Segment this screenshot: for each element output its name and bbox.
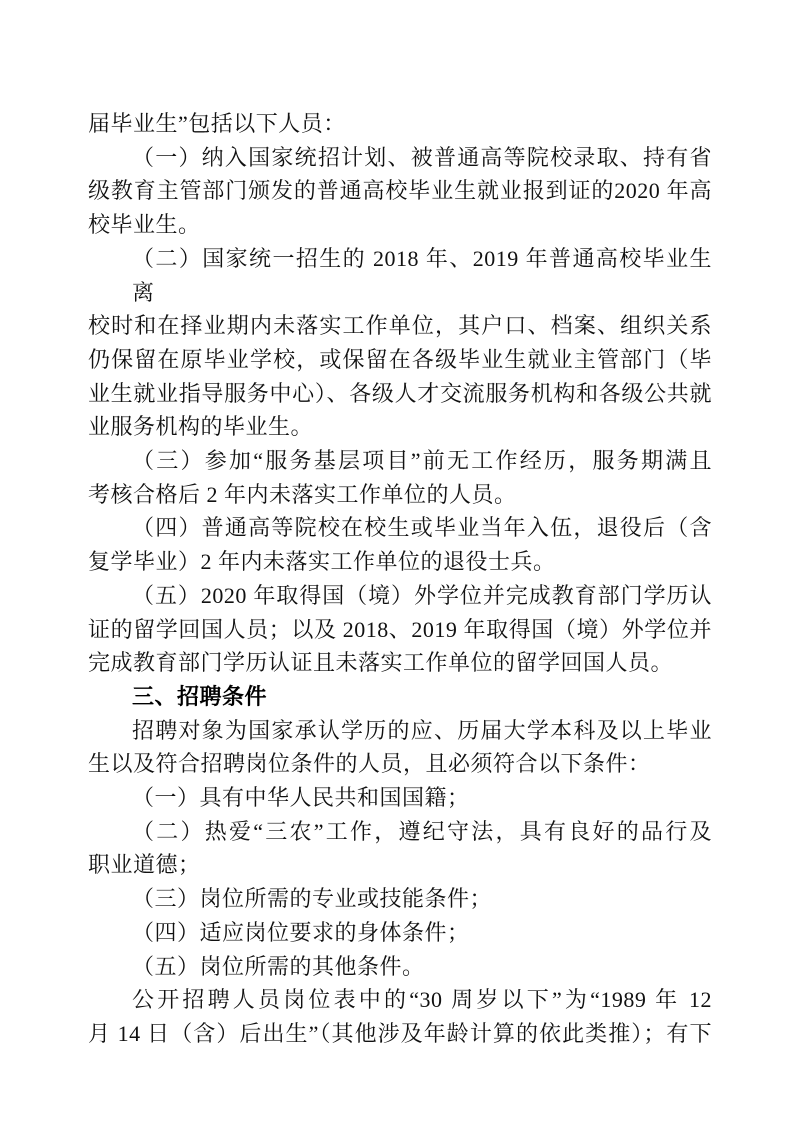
text-line: （四）适应岗位要求的身体条件； bbox=[132, 919, 470, 945]
text-line: 业服务机构的毕业生。 bbox=[88, 414, 314, 440]
text-line: （三）参加“服务基层项目”前无工作经历，服务期满且 bbox=[132, 448, 712, 474]
text-line: （五）岗位所需的其他条件。 bbox=[132, 953, 425, 979]
text-line: 职业道德； bbox=[88, 852, 201, 878]
text-line: （二）国家统一招生的 2018 年、2019 年普通高校毕业生离 bbox=[132, 245, 712, 305]
text-line: （三）岗位所需的专业或技能条件； bbox=[132, 886, 493, 912]
text-line: 校毕业生。 bbox=[88, 212, 201, 238]
text-line: 仍保留在原毕业学校，或保留在各级毕业生就业主管部门（毕 bbox=[88, 346, 712, 372]
section-heading: 三、招聘条件 bbox=[132, 683, 268, 709]
text-line: （四）普通高等院校在校生或毕业当年入伍，退役后（含 bbox=[132, 515, 712, 541]
text-line: 证的留学回国人员；以及 2018、2019 年取得国（境）外学位并 bbox=[88, 616, 712, 642]
text-line: 复学毕业）2 年内未落实工作单位的退役士兵。 bbox=[88, 549, 556, 575]
text-line: （二）热爱“三农”工作，遵纪守法，具有良好的品行及 bbox=[132, 818, 712, 844]
text-line: 月 14 日（含）后出生”（其他涉及年龄计算的依此类推）；有下 bbox=[88, 1020, 712, 1046]
text-line: （一）纳入国家统招计划、被普通高等院校录取、持有省 bbox=[132, 144, 712, 170]
text-line: 生以及符合招聘岗位条件的人员，且必须符合以下条件： bbox=[88, 751, 651, 777]
text-line: （五）2020 年取得国（境）外学位并完成教育部门学历认 bbox=[132, 582, 712, 608]
text-line: 届毕业生”包括以下人员： bbox=[88, 111, 346, 136]
document-body bbox=[88, 107, 712, 1051]
text-line: （一）具有中华人民共和国国籍； bbox=[132, 785, 470, 811]
text-line: 公开招聘人员岗位表中的“30 周岁以下”为“1989 年 12 bbox=[132, 987, 712, 1013]
text-line: 业生就业指导服务中心）、各级人才交流服务机构和各级公共就 bbox=[88, 380, 712, 406]
text-line: 校时和在择业期内未落实工作单位，其户口、档案、组织关系 bbox=[88, 313, 712, 339]
text-line: 完成教育部门学历认证且未落实工作单位的留学回国人员。 bbox=[88, 650, 674, 676]
text-line: 招聘对象为国家承认学历的应、历届大学本科及以上毕业 bbox=[132, 717, 712, 743]
text-line: 考核合格后 2 年内未落实工作单位的人员。 bbox=[88, 481, 517, 507]
text-line: 级教育主管部门颁发的普通高校毕业生就业报到证的2020 年高 bbox=[88, 178, 712, 204]
